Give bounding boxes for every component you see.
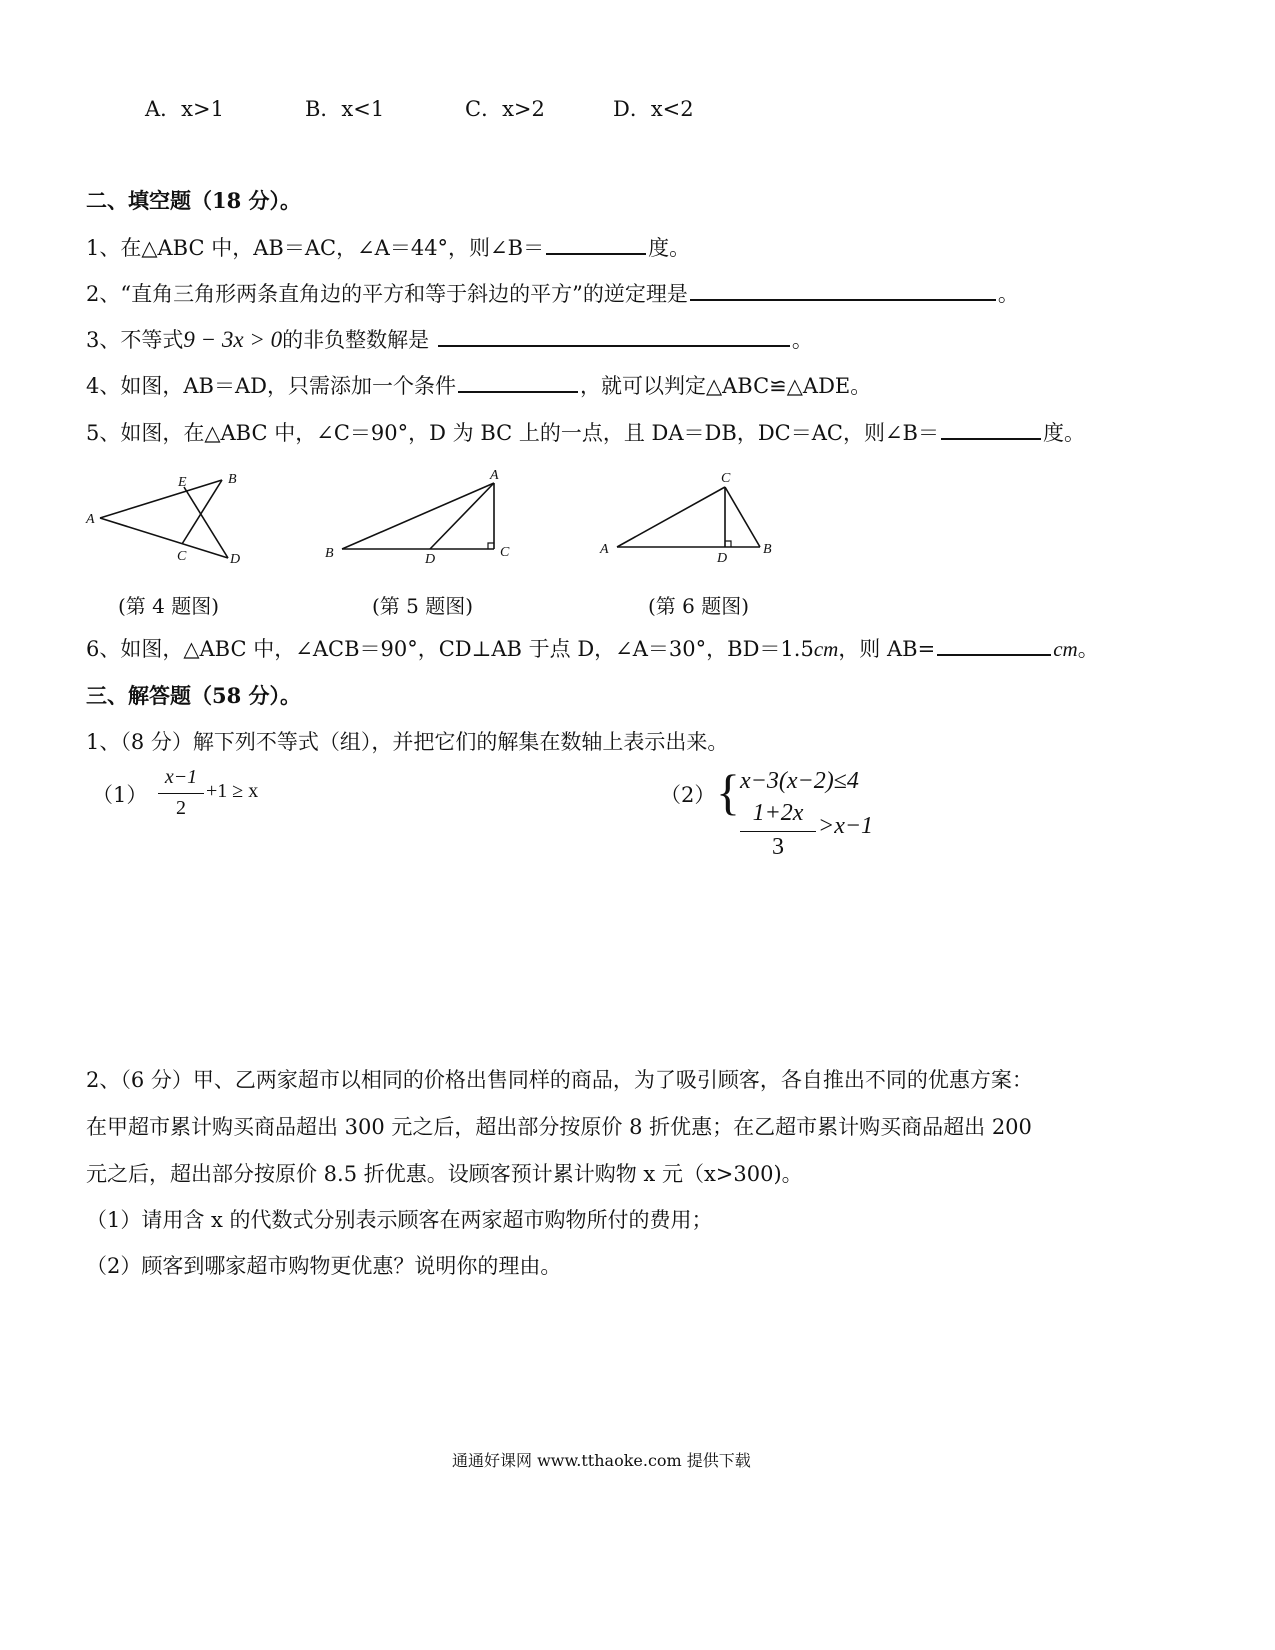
q3-suffix: 。	[791, 328, 813, 352]
solve-question-2-line2: 在甲超市累计购买商品超出 300 元之后，超出部分按原价 8 折优惠；在乙超市累计购买商品超出 200	[86, 1115, 1032, 1139]
part2-fraction-bar	[740, 831, 816, 832]
q1-answer-blank[interactable]	[546, 235, 646, 255]
fill-question-4	[86, 371, 871, 401]
q4-suffix: ，就可以判定△ABC≌△ADE。	[579, 374, 872, 398]
fig6-label-b: B	[763, 542, 772, 557]
q1-text: 1、在△ABC 中，AB＝AC，∠A＝44°，则∠B＝	[86, 236, 545, 260]
q4-answer-blank[interactable]	[458, 373, 578, 393]
part1-fraction-bar	[158, 793, 204, 794]
section3-heading: 三、解答题（58 分）。	[86, 683, 302, 708]
fig6-label-a: A	[600, 542, 609, 557]
q2-text: 2、“直角三角形两条直角边的平方和等于斜边的平方”的逆定理是	[86, 282, 688, 306]
q6-unit-2: cm	[1053, 637, 1078, 661]
fig4-label-e: E	[178, 475, 187, 490]
part1-rest: +1 ≥ x	[206, 780, 259, 802]
figure-4	[80, 470, 260, 575]
fig5-label-c: C	[500, 545, 510, 560]
part2-numerator: 1+2x	[752, 800, 804, 826]
option-b: B．x<1	[305, 97, 385, 121]
q4-text: 4、如图，AB＝AD，只需添加一个条件	[86, 374, 456, 398]
fig6-caption: (第 6 题图)	[648, 594, 750, 618]
fig5-label-d: D	[425, 552, 436, 567]
part2-denominator: 3	[772, 834, 784, 860]
q3-expression: 9 − 3x > 0	[183, 327, 283, 352]
fig4-label-b: B	[228, 472, 237, 487]
fill-question-5	[86, 418, 1085, 448]
q3-text: 3、不等式	[86, 328, 184, 352]
fig5-label-a: A	[490, 468, 499, 483]
option-c: C．x>2	[465, 97, 545, 121]
q3-middle: 的非负整数解是	[282, 328, 430, 352]
solve-question-2-line3: 元之后，超出部分按原价 8.5 折优惠。设顾客预计累计购物 x 元（x>300)。	[86, 1162, 803, 1186]
q6-suffix: 。	[1077, 637, 1099, 661]
q6-middle: ，则 AB=	[838, 637, 936, 661]
part2-rest: >x−1	[818, 813, 874, 839]
solve-question-2-sub2: （2）顾客到哪家超市购物更优惠？说明你的理由。	[86, 1254, 562, 1278]
part2-line1: x−3(x−2)≤4	[740, 768, 859, 794]
q6-answer-blank[interactable]	[937, 636, 1051, 656]
part2-brace: {	[716, 764, 740, 820]
fill-question-3	[86, 325, 813, 355]
q1-suffix: 度。	[648, 236, 691, 260]
q5-suffix: 度。	[1043, 421, 1085, 445]
fig4-label-a: A	[86, 512, 95, 527]
part2-label: （2）	[660, 783, 716, 807]
solve-question-2-line1: 2、（6 分）甲、乙两家超市以相同的价格出售同样的商品，为了吸引顾客，各自推出不同的优惠方案：	[86, 1068, 1033, 1092]
figure-6	[595, 465, 790, 570]
part2-fraction	[740, 800, 816, 862]
fig4-label-c: C	[177, 549, 187, 564]
q3-answer-blank[interactable]	[438, 327, 790, 347]
q5-text: 5、如图，在△ABC 中，∠C＝90°，D 为 BC 上的一点，且 DA＝DB，DC＝AC，则∠B＝	[86, 421, 939, 445]
fill-question-6	[86, 634, 1099, 664]
solve-question-2-sub1: （1）请用含 x 的代数式分别表示顾客在两家超市购物所付的费用；	[86, 1208, 713, 1232]
part1-label: （1）	[92, 783, 148, 807]
q6-text: 6、如图，△ABC 中，∠ACB＝90°，CD⊥AB 于点 D，∠A＝30°，BD＝1.5	[86, 637, 814, 661]
q2-suffix: 。	[997, 282, 1019, 306]
part1-numerator: x−1	[164, 766, 198, 788]
fig4-caption: (第 4 题图)	[118, 594, 220, 618]
q6-unit-1: cm	[813, 637, 839, 661]
option-d: D．x<2	[613, 97, 694, 121]
q5-answer-blank[interactable]	[941, 420, 1041, 440]
fig6-label-d: D	[717, 551, 728, 566]
fill-question-1	[86, 233, 690, 263]
fill-question-2	[86, 279, 1019, 309]
fig4-label-d: D	[230, 552, 241, 567]
fig6-label-c: C	[721, 471, 731, 486]
solve-question-1: 1、（8 分）解下列不等式（组），并把它们的解集在数轴上表示出来。	[86, 730, 729, 754]
page-footer: 通通好课网 www.tthaoke.com 提供下载	[452, 1451, 751, 1470]
fig5-label-b: B	[325, 546, 334, 561]
option-a: A．x>1	[145, 97, 224, 121]
part1-fraction	[158, 766, 204, 826]
section2-heading: 二、填空题（18 分）。	[86, 188, 302, 213]
figure-5	[320, 463, 520, 568]
q2-answer-blank[interactable]	[690, 281, 996, 301]
fig5-caption: (第 5 题图)	[372, 594, 474, 618]
part1-denominator: 2	[176, 797, 186, 819]
